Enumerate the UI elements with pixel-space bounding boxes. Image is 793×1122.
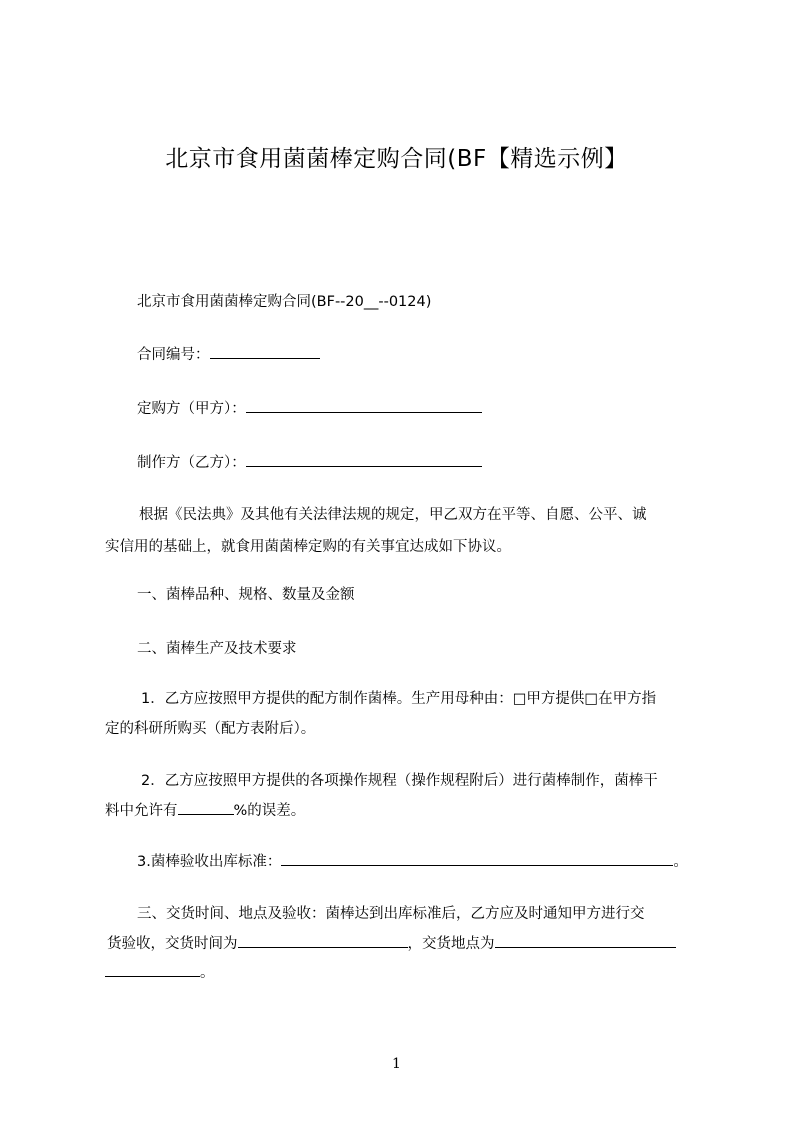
- delivery-place-blank-continued: [105, 962, 200, 977]
- clause-1-line1: 1．乙方应按照甲方提供的配方制作菌棒。生产用母种由：□甲方提供□在甲方指: [141, 691, 657, 707]
- delivery-place-label: ，交货地点为: [407, 936, 495, 952]
- maker-blank: [246, 452, 482, 467]
- intro-paragraph-line1: 根据《民法典》及其他有关法律法规的规定，甲乙双方在平等、自愿、公平、诚: [139, 507, 647, 523]
- maker-row: [137, 452, 482, 473]
- clause-2-prefix: 料中允许有: [105, 803, 178, 819]
- clause-2-suffix: %的误差。: [233, 803, 306, 819]
- buyer-blank: [246, 398, 482, 413]
- delivery-time-blank: [238, 933, 408, 948]
- section-heading-1: 一、菌棒品种、规格、数量及金额: [137, 587, 355, 603]
- acceptance-standard-blank: [281, 851, 673, 866]
- document-subtitle: 北京市食用菌菌棒定购合同(BF--20__--0124): [137, 294, 432, 310]
- section-3-line2: [107, 933, 676, 954]
- document-title: 北京市食用菌菌棒定购合同(BF【精选示例】: [165, 146, 628, 172]
- buyer-row: [137, 398, 482, 419]
- clause-1-line2: 定的科研所购买（配方表附后）。: [105, 721, 316, 737]
- clause-2-line2: [105, 800, 305, 821]
- section-3-line1: 三、交货时间、地点及验收：菌棒达到出库标准后，乙方应及时通知甲方进行交: [137, 906, 645, 922]
- intro-paragraph-line2: 实信用的基础上，就食用菌菌棒定购的有关事宜达成如下协议。: [105, 539, 511, 555]
- clause-2-line1: 2．乙方应按照甲方提供的各项操作规程（操作规程附后）进行菌棒制作，菌棒干: [141, 773, 658, 789]
- delivery-time-label: 货验收，交货时间为: [107, 936, 238, 952]
- clause-3-label: 3.菌棒验收出库标准：: [137, 854, 282, 870]
- contract-number-row: [137, 344, 320, 365]
- section-3-line3: [105, 962, 215, 983]
- delivery-place-blank: [495, 933, 676, 948]
- contract-number-label: 合同编号：: [137, 347, 210, 363]
- contract-number-blank: [210, 344, 320, 359]
- page-number: 1: [392, 1056, 401, 1072]
- buyer-label: 定购方（甲方）：: [137, 401, 246, 417]
- clause-3: [137, 851, 688, 872]
- maker-label: 制作方（乙方）：: [137, 455, 246, 471]
- section-3-end: 。: [200, 965, 215, 981]
- clause-3-end: 。: [673, 854, 688, 870]
- tolerance-blank: [178, 800, 234, 815]
- section-heading-2: 二、菌棒生产及技术要求: [137, 641, 297, 657]
